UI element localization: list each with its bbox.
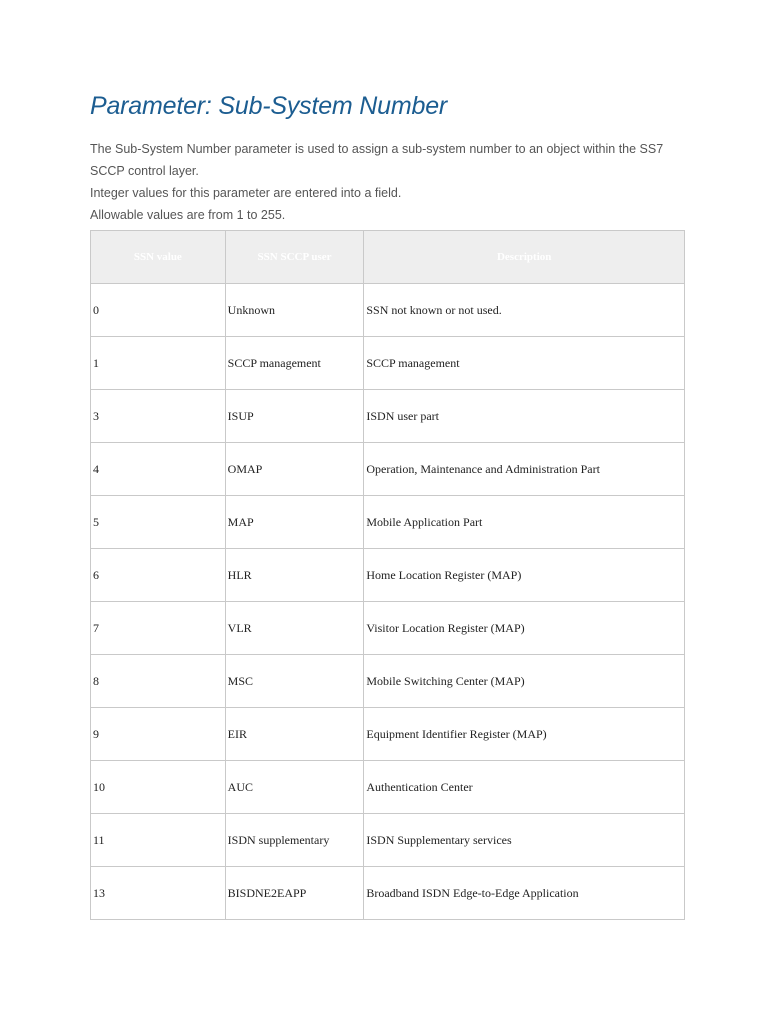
cell-description: Operation, Maintenance and Administration Part: [364, 443, 685, 496]
cell-ssn-value: 13: [91, 867, 226, 920]
table-row: [91, 443, 685, 496]
cell-description: Broadband ISDN Edge-to-Edge Application: [364, 867, 685, 920]
cell-ssn-user: BISDNE2EAPP: [225, 867, 364, 920]
cell-ssn-value: 1: [91, 337, 226, 390]
cell-ssn-user: HLR: [225, 549, 364, 602]
cell-ssn-value: 4: [91, 443, 226, 496]
document-page: [90, 88, 686, 920]
ssn-table: [90, 230, 685, 920]
cell-description: Mobile Switching Center (MAP): [364, 655, 685, 708]
cell-ssn-value: 10: [91, 761, 226, 814]
cell-description: Mobile Application Part: [364, 496, 685, 549]
table-row: [91, 496, 685, 549]
cell-ssn-user: MSC: [225, 655, 364, 708]
range-note-paragraph: Allowable values are from 1 to 255.: [90, 208, 286, 222]
cell-description: Equipment Identifier Register (MAP): [364, 708, 685, 761]
description-paragraph: The Sub-System Number parameter is used to assign a sub-system number to an object within the SS7 SCCP control layer.: [90, 142, 664, 178]
cell-ssn-user: ISDN supplementary: [225, 814, 364, 867]
cell-ssn-user: Unknown: [225, 284, 364, 337]
table-row: [91, 867, 685, 920]
table-row: [91, 549, 685, 602]
cell-description: ISDN user part: [364, 390, 685, 443]
header-description: Description: [364, 231, 685, 284]
cell-ssn-value: 8: [91, 655, 226, 708]
table-header-row: [91, 231, 685, 284]
cell-ssn-value: 9: [91, 708, 226, 761]
cell-ssn-user: ISUP: [225, 390, 364, 443]
page-title: Parameter: Sub-System Number: [90, 92, 448, 120]
cell-description: Visitor Location Register (MAP): [364, 602, 685, 655]
table-row: [91, 655, 685, 708]
cell-ssn-user: SCCP management: [225, 337, 364, 390]
cell-ssn-user: EIR: [225, 708, 364, 761]
cell-ssn-user: VLR: [225, 602, 364, 655]
cell-ssn-value: 7: [91, 602, 226, 655]
table-row: [91, 708, 685, 761]
cell-ssn-value: 0: [91, 284, 226, 337]
cell-description: Home Location Register (MAP): [364, 549, 685, 602]
cell-ssn-user: MAP: [225, 496, 364, 549]
table-row: [91, 602, 685, 655]
table-row: [91, 337, 685, 390]
header-ssn-sccp-user: SSN SCCP user: [225, 231, 364, 284]
table-row: [91, 284, 685, 337]
cell-ssn-value: 5: [91, 496, 226, 549]
cell-description: SSN not known or not used.: [364, 284, 685, 337]
cell-ssn-value: 6: [91, 549, 226, 602]
cell-description: Authentication Center: [364, 761, 685, 814]
header-ssn-value: SSN value: [91, 231, 226, 284]
cell-ssn-user: OMAP: [225, 443, 364, 496]
input-note-paragraph: Integer values for this parameter are entered into a field.: [90, 186, 402, 200]
table-row: [91, 390, 685, 443]
table-row: [91, 761, 685, 814]
cell-description: ISDN Supplementary services: [364, 814, 685, 867]
cell-ssn-value: 11: [91, 814, 226, 867]
cell-description: SCCP management: [364, 337, 685, 390]
cell-ssn-user: AUC: [225, 761, 364, 814]
table-row: [91, 814, 685, 867]
cell-ssn-value: 3: [91, 390, 226, 443]
